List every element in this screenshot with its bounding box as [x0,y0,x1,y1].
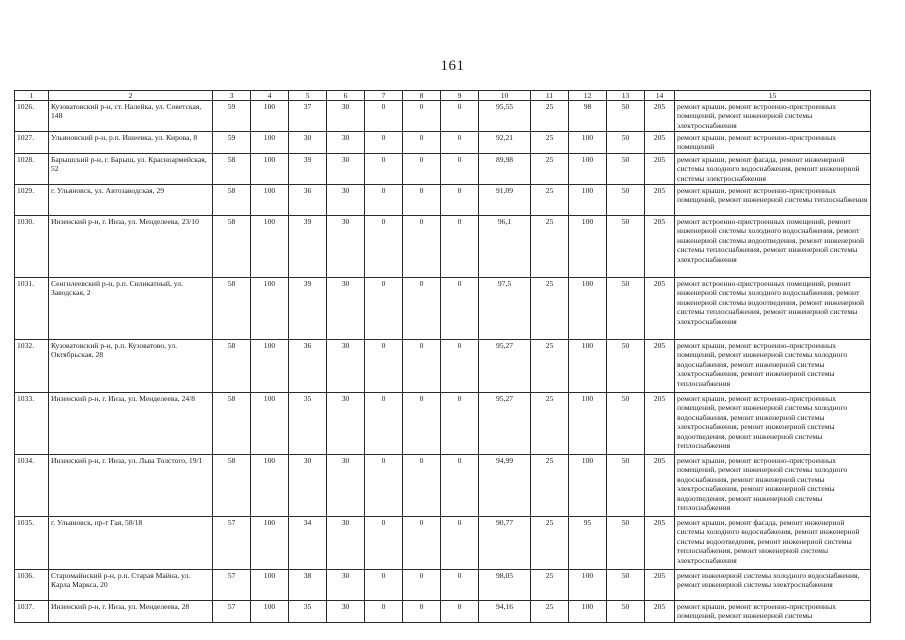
repair-works-cell: ремонт инженерной системы холодного водоснабжения, ремонт инженерной системы электроснабжения [675,570,871,601]
value-cell-c4: 100 [251,393,289,455]
value-cell-c12: 100 [569,601,607,623]
value-cell-c11: 25 [531,154,569,185]
value-cell-c9: 0 [441,570,479,601]
value-cell-c3: 57 [213,601,251,623]
value-cell-c9: 0 [441,154,479,185]
row-number: 1034. [15,455,49,517]
value-cell-c12: 95 [569,517,607,570]
table-row [15,517,871,570]
repair-works-cell: ремонт крыши, ремонт встроенно-пристроенных помещений, ремонт инженерной системы холодного водоснабжения, ремонт инженерной системы электроснабжения, ремонт инженерной системы водоотведения, ремонт инженерной системы теплоснабжения [675,393,871,455]
value-cell-c12: 100 [569,216,607,278]
row-number: 1031. [15,278,49,340]
table-row [15,278,871,340]
value-cell-c3: 58 [213,185,251,216]
column-header-5: 5 [289,91,327,101]
value-cell-c3: 59 [213,132,251,154]
column-header-1: 1 [15,91,49,101]
repair-works-cell: ремонт крыши, ремонт встроенно-пристроенных помещений, ремонт инженерной системы холодного водоснабжения, ремонт инженерной системы электроснабжения, ремонт инженерной системы водоотведения, ремонт инженерной системы теплоснабжения [675,455,871,517]
value-cell-c7: 0 [365,185,403,216]
value-cell-c4: 100 [251,132,289,154]
value-cell-c7: 0 [365,455,403,517]
value-cell-c12: 100 [569,455,607,517]
table-row [15,601,871,623]
value-cell-c5: 38 [289,570,327,601]
value-cell-c10: 95,55 [479,101,531,132]
value-cell-c14: 205 [645,340,675,393]
value-cell-c13: 50 [607,101,645,132]
value-cell-c10: 94,16 [479,601,531,623]
value-cell-c5: 30 [289,455,327,517]
table-row [15,455,871,517]
value-cell-c11: 25 [531,601,569,623]
value-cell-c8: 0 [403,154,441,185]
value-cell-c4: 100 [251,185,289,216]
value-cell-c14: 205 [645,517,675,570]
value-cell-c11: 25 [531,185,569,216]
value-cell-c13: 50 [607,601,645,623]
row-number: 1032. [15,340,49,393]
value-cell-c12: 100 [569,185,607,216]
value-cell-c11: 25 [531,101,569,132]
value-cell-c11: 25 [531,455,569,517]
row-number: 1028. [15,154,49,185]
table-row [15,185,871,216]
value-cell-c13: 50 [607,570,645,601]
value-cell-c10: 89,98 [479,154,531,185]
row-number: 1036. [15,570,49,601]
value-cell-c9: 0 [441,340,479,393]
value-cell-c7: 0 [365,216,403,278]
table-row [15,154,871,185]
value-cell-c6: 30 [327,455,365,517]
value-cell-c13: 50 [607,455,645,517]
repair-works-cell: ремонт крыши, ремонт встроенно-пристроенных помещений [675,132,871,154]
column-header-3: 3 [213,91,251,101]
value-cell-c11: 25 [531,570,569,601]
repair-works-cell: ремонт крыши, ремонт встроенно-пристроенных помещений, ремонт инженерной системы [675,601,871,623]
column-header-6: 6 [327,91,365,101]
value-cell-c9: 0 [441,185,479,216]
value-cell-c8: 0 [403,393,441,455]
value-cell-c6: 30 [327,216,365,278]
table-header-row [15,91,871,101]
value-cell-c3: 57 [213,570,251,601]
value-cell-c5: 34 [289,517,327,570]
address-cell: Кузоватовский р-н, р.п. Кузоватово, ул. Октябрьская, 28 [49,340,213,393]
address-cell: Кузоватовский р-н, ст. Налейка, ул. Советская, 148 [49,101,213,132]
value-cell-c11: 25 [531,216,569,278]
value-cell-c11: 25 [531,517,569,570]
value-cell-c12: 100 [569,570,607,601]
value-cell-c7: 0 [365,278,403,340]
column-header-15: 15 [675,91,871,101]
value-cell-c13: 50 [607,278,645,340]
page-number: 161 [440,58,465,74]
value-cell-c13: 50 [607,185,645,216]
value-cell-c10: 90,77 [479,517,531,570]
value-cell-c6: 30 [327,340,365,393]
value-cell-c7: 0 [365,154,403,185]
value-cell-c8: 0 [403,132,441,154]
value-cell-c4: 100 [251,154,289,185]
row-number: 1026. [15,101,49,132]
value-cell-c13: 50 [607,517,645,570]
value-cell-c5: 39 [289,154,327,185]
row-number: 1033. [15,393,49,455]
value-cell-c6: 30 [327,601,365,623]
value-cell-c7: 0 [365,340,403,393]
address-cell: Инзенский р-н, г. Инза, ул. Льва Толстого, 19/1 [49,455,213,517]
value-cell-c11: 25 [531,393,569,455]
value-cell-c11: 25 [531,132,569,154]
row-number: 1030. [15,216,49,278]
value-cell-c13: 50 [607,132,645,154]
value-cell-c7: 0 [365,101,403,132]
value-cell-c5: 36 [289,340,327,393]
repair-works-cell: ремонт крыши, ремонт встроенно-пристроенных помещений, ремонт инженерной системы электроснабжения [675,101,871,132]
value-cell-c10: 96,1 [479,216,531,278]
value-cell-c4: 100 [251,278,289,340]
value-cell-c14: 205 [645,216,675,278]
table-row [15,393,871,455]
column-header-11: 11 [531,91,569,101]
value-cell-c10: 97,5 [479,278,531,340]
column-header-9: 9 [441,91,479,101]
value-cell-c8: 0 [403,570,441,601]
value-cell-c5: 35 [289,601,327,623]
value-cell-c12: 100 [569,278,607,340]
value-cell-c4: 100 [251,216,289,278]
repair-works-cell: ремонт крыши, ремонт фасада, ремонт инженерной системы холодного водоснабжения, ремонт инженерной системы электроснабжения [675,154,871,185]
row-number: 1035. [15,517,49,570]
value-cell-c12: 100 [569,154,607,185]
address-cell: Барышский р-н, г. Барыш, ул. Красноармейская, 52 [49,154,213,185]
address-cell: Сенгилеевский р-н, р.п. Силикатный, ул. Заводская, 2 [49,278,213,340]
value-cell-c13: 50 [607,154,645,185]
address-cell: г. Ульяновск, ул. Автозаводская, 29 [49,185,213,216]
value-cell-c12: 100 [569,132,607,154]
value-cell-c3: 58 [213,455,251,517]
table-row [15,340,871,393]
table-row [15,101,871,132]
value-cell-c8: 0 [403,340,441,393]
value-cell-c6: 30 [327,570,365,601]
value-cell-c14: 205 [645,393,675,455]
value-cell-c14: 205 [645,570,675,601]
address-cell: Инзенский р-н, г. Инза, ул. Менделеева, 24/8 [49,393,213,455]
table-row [15,570,871,601]
value-cell-c14: 205 [645,101,675,132]
address-cell: г. Ульяновск, пр-т Гая, 58/18 [49,517,213,570]
column-header-12: 12 [569,91,607,101]
value-cell-c9: 0 [441,101,479,132]
address-cell: Инзенский р-н, г. Инза, ул. Менделеева, 23/10 [49,216,213,278]
value-cell-c3: 57 [213,517,251,570]
value-cell-c10: 98,05 [479,570,531,601]
column-header-7: 7 [365,91,403,101]
value-cell-c4: 100 [251,570,289,601]
value-cell-c4: 100 [251,601,289,623]
value-cell-c5: 35 [289,393,327,455]
value-cell-c7: 0 [365,570,403,601]
value-cell-c6: 30 [327,517,365,570]
value-cell-c9: 0 [441,517,479,570]
value-cell-c9: 0 [441,455,479,517]
value-cell-c5: 30 [289,132,327,154]
repair-works-cell: ремонт крыши, ремонт встроенно-пристроенных помещений, ремонт инженерной системы теплоснабжения [675,185,871,216]
value-cell-c5: 39 [289,278,327,340]
value-cell-c10: 94,99 [479,455,531,517]
value-cell-c14: 205 [645,278,675,340]
value-cell-c14: 205 [645,185,675,216]
value-cell-c9: 0 [441,393,479,455]
repair-works-cell: ремонт крыши, ремонт встроенно-пристроенных помещений, ремонт инженерной системы холодного водоснабжения, ремонт инженерной системы электроснабжения, ремонт инженерной системы теплоснабжения [675,340,871,393]
repair-works-cell: ремонт крыши, ремонт фасада, ремонт инженерной системы холодного водоснабжения, ремонт инженерной системы водоотведения, ремонт инженерной системы теплоснабжения, ремонт инженерной системы электроснабжения [675,517,871,570]
value-cell-c10: 95,27 [479,393,531,455]
value-cell-c8: 0 [403,185,441,216]
value-cell-c4: 100 [251,517,289,570]
value-cell-c11: 25 [531,340,569,393]
value-cell-c5: 39 [289,216,327,278]
value-cell-c9: 0 [441,132,479,154]
value-cell-c12: 98 [569,101,607,132]
repair-works-cell: ремонт встроенно-пристроенных помещений, ремонт инженерной системы холодного водоснабжения, ремонт инженерной системы водоотведения, ремонт инженерной системы теплоснабжения, ремонт инженерной системы электроснабжения [675,278,871,340]
address-cell: Инзенский р-н, г. Инза, ул. Менделеева, 28 [49,601,213,623]
value-cell-c8: 0 [403,601,441,623]
register-table [14,90,871,623]
value-cell-c10: 91,09 [479,185,531,216]
address-cell: Старомайнский р-н, р.п. Старая Майна, ул. Карла Маркса, 20 [49,570,213,601]
value-cell-c8: 0 [403,455,441,517]
value-cell-c10: 95,27 [479,340,531,393]
value-cell-c13: 50 [607,393,645,455]
value-cell-c6: 30 [327,132,365,154]
table-row [15,132,871,154]
value-cell-c8: 0 [403,517,441,570]
value-cell-c3: 58 [213,340,251,393]
column-header-4: 4 [251,91,289,101]
value-cell-c6: 30 [327,154,365,185]
value-cell-c6: 30 [327,185,365,216]
value-cell-c7: 0 [365,517,403,570]
value-cell-c6: 30 [327,393,365,455]
value-cell-c8: 0 [403,101,441,132]
value-cell-c4: 100 [251,340,289,393]
value-cell-c14: 205 [645,132,675,154]
value-cell-c3: 58 [213,216,251,278]
value-cell-c6: 30 [327,101,365,132]
row-number: 1029. [15,185,49,216]
column-header-13: 13 [607,91,645,101]
value-cell-c6: 30 [327,278,365,340]
value-cell-c3: 59 [213,101,251,132]
column-header-14: 14 [645,91,675,101]
value-cell-c14: 205 [645,154,675,185]
value-cell-c11: 25 [531,278,569,340]
value-cell-c3: 58 [213,393,251,455]
value-cell-c8: 0 [403,278,441,340]
value-cell-c4: 100 [251,455,289,517]
column-header-8: 8 [403,91,441,101]
row-number: 1027. [15,132,49,154]
table-row [15,216,871,278]
value-cell-c7: 0 [365,601,403,623]
value-cell-c7: 0 [365,132,403,154]
value-cell-c10: 92,21 [479,132,531,154]
value-cell-c9: 0 [441,216,479,278]
repair-works-cell: ремонт встроенно-пристроенных помещений, ремонт инженерной системы холодного водоснабжения, ремонт инженерной системы водоотведения, ремонт инженерной системы теплоснабжения, ремонт инженерной системы электроснабжения [675,216,871,278]
value-cell-c7: 0 [365,393,403,455]
value-cell-c13: 50 [607,340,645,393]
value-cell-c8: 0 [403,216,441,278]
value-cell-c9: 0 [441,278,479,340]
value-cell-c3: 58 [213,154,251,185]
row-number: 1037. [15,601,49,623]
column-header-2: 2 [49,91,213,101]
address-cell: Ульяновский р-н, р.п. Ишеевка, ул. Кирова, 8 [49,132,213,154]
value-cell-c5: 36 [289,185,327,216]
column-header-10: 10 [479,91,531,101]
value-cell-c12: 100 [569,393,607,455]
value-cell-c9: 0 [441,601,479,623]
value-cell-c12: 100 [569,340,607,393]
value-cell-c4: 100 [251,101,289,132]
value-cell-c13: 50 [607,216,645,278]
value-cell-c5: 37 [289,101,327,132]
value-cell-c14: 205 [645,601,675,623]
value-cell-c3: 58 [213,278,251,340]
value-cell-c14: 205 [645,455,675,517]
